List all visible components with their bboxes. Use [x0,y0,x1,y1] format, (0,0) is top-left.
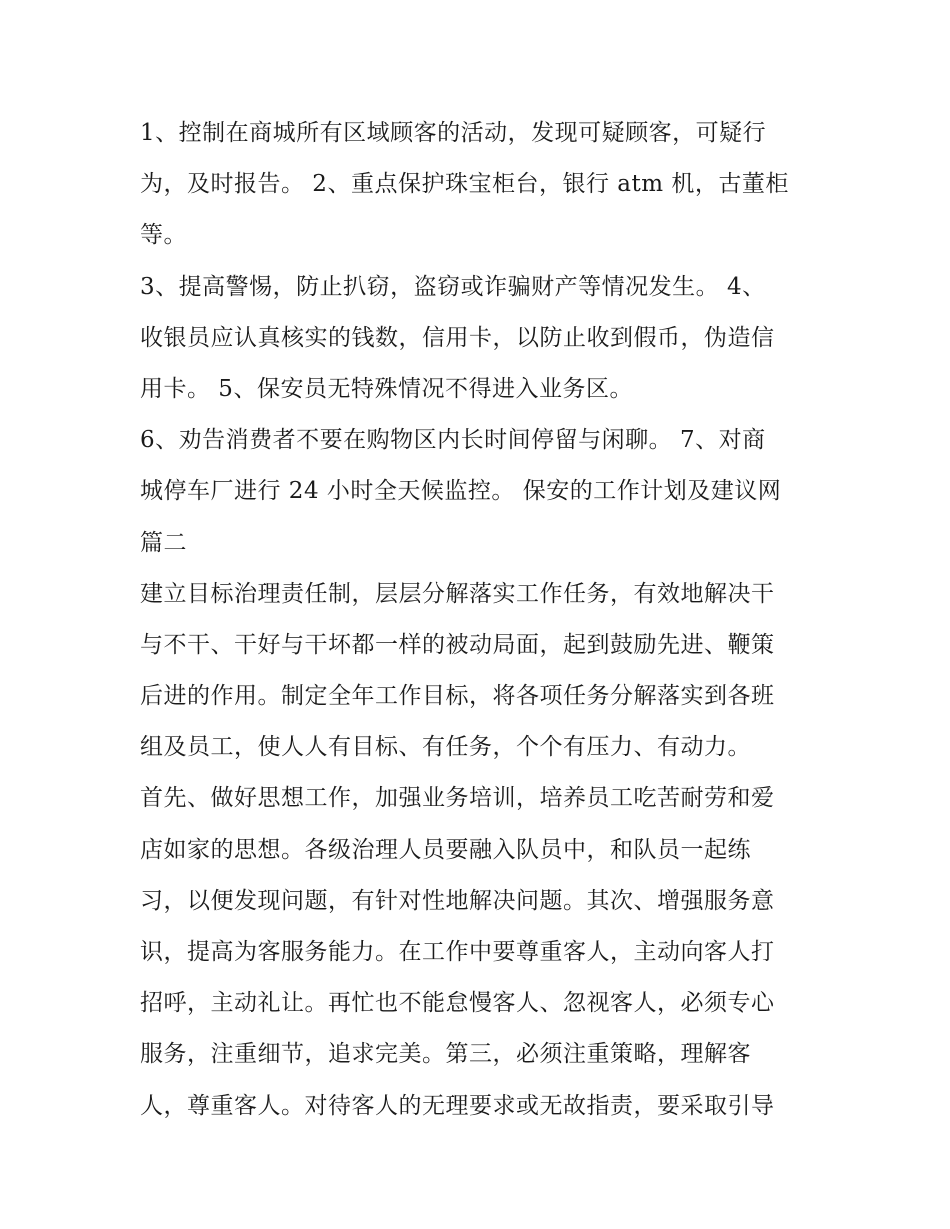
text-line: 等。 [140,222,187,249]
text-line: 店如家的思想。各级治理人员要融入队员中，和队员一起练 [140,836,751,863]
text-line: 招呼，主动礼让。再忙也不能怠慢客人、忽视客人，必须专心 [140,990,775,1017]
text-line: 首先、做好思想工作，加强业务培训，培养员工吃苦耐劳和爱 [140,785,775,812]
text-line: 收银员应认真核实的钱数，信用卡，以防止收到假币，伪造信 [140,324,775,351]
text-line: 习，以便发现问题，有针对性地解决问题。其次、增强服务意 [140,887,775,914]
text-line: 组及员工，使人人有目标、有任务，个个有压力、有动力。 [140,734,751,761]
document-body [140,108,820,1132]
text-line: 用卡。 5、保安员无特殊情况不得进入业务区。 [140,375,633,402]
section-heading: 篇二 [140,529,187,556]
text-line: 6、劝告消费者不要在购物区内长时间停留与闲聊。 7、对商 [140,427,766,454]
text-line: 城停车厂进行 24 小时全天候监控。 保安的工作计划及建议网 [140,478,782,505]
text-line: 服务，注重细节，追求完美。第三，必须注重策略，理解客 [140,1041,751,1068]
text-line: 人，尊重客人。对待客人的无理要求或无故指责，要采取引导 [140,1092,775,1119]
text-line: 3、提高警惕，防止扒窃，盗窃或诈骗财产等情况发生。 4、 [140,273,766,300]
text-line: 后进的作用。制定全年工作目标，将各项任务分解落实到各班 [140,683,775,710]
text-line: 建立目标治理责任制，层层分解落实工作任务，有效地解决干 [140,580,775,607]
text-line: 与不干、干好与干坏都一样的被动局面，起到鼓励先进、鞭策 [140,631,775,658]
text-line: 1、控制在商城所有区域顾客的活动，发现可疑顾客，可疑行 [140,120,767,146]
text-line: 为，及时报告。 2、重点保护珠宝柜台，银行 atm 机，古董柜 [140,171,789,198]
text-line: 识，提高为客服务能力。在工作中要尊重客人，主动向客人打 [140,939,775,965]
